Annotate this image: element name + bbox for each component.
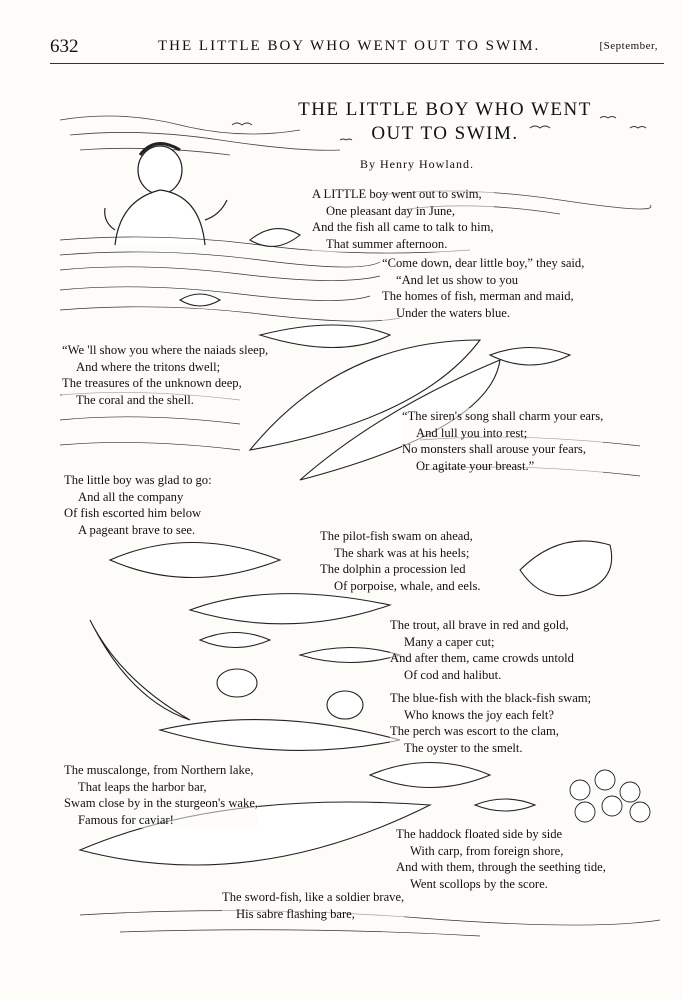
poem-line: And with them, through the seething tide, [396, 860, 606, 875]
stanza-3 [62, 342, 268, 408]
poem-line: The sword-fish, like a soldier brave, [222, 890, 405, 904]
poem-line: His sabre flashing bare, [222, 906, 404, 923]
poem-line: “We 'll show you where the naiads sleep, [62, 343, 269, 357]
poem-line: A LITTLE boy went out to swim, [312, 186, 494, 203]
poem-line: “Come down, dear little boy,” they said, [382, 256, 585, 270]
poem-line: “The siren's song shall charm your ears, [402, 409, 604, 423]
poem-line: And where the tritons dwell; [62, 359, 268, 376]
poem-line: And the fish all came to talk to him, [312, 220, 494, 235]
poem-line: Went scollops by the score. [396, 876, 606, 893]
poem-line: The blue-fish with the black-fish swam; [390, 691, 592, 705]
poem-line: The shark was at his heels; [320, 545, 481, 562]
poem-line: Of porpoise, whale, and eels. [320, 578, 481, 595]
poem-line: And lull you into rest; [402, 425, 603, 442]
issue-month: [September, [599, 40, 658, 52]
poem-line: Of cod and halibut. [390, 667, 574, 684]
poem-line: The dolphin a procession led [320, 561, 481, 578]
poem-line: One pleasant day in June, [312, 203, 494, 220]
scallop-shells [570, 770, 650, 822]
poem-line: The little boy was glad to go: [64, 473, 212, 487]
stanza-2 [382, 255, 584, 321]
title-line-2: OUT TO SWIM. [371, 123, 519, 144]
stanza-1 [312, 186, 494, 252]
poem-line: That summer afternoon. [312, 236, 494, 253]
poem-title [240, 98, 650, 146]
poem-line: The pilot-fish swam on ahead, [320, 528, 481, 545]
poem-line: Or agitate your breast.” [402, 458, 603, 475]
poem-line: Famous for caviar! [64, 812, 258, 829]
poem-line: The perch was escort to the clam, [390, 723, 591, 740]
stanza-5 [64, 472, 212, 538]
stanza-6 [320, 528, 481, 594]
poem-line: The muscalonge, from Northern lake, [64, 762, 258, 779]
title-line-1: THE LITTLE BOY WHO WENT [298, 99, 592, 120]
page-number: 632 [50, 36, 79, 57]
author-byline: By Henry Howland. [360, 157, 474, 171]
poem-line: “And let us show to you [382, 272, 584, 289]
stanza-8 [390, 690, 591, 756]
poem-line: And all the company [64, 489, 212, 506]
poem-line: A pageant brave to see. [64, 522, 212, 539]
poem-line: That leaps the harbor bar, [64, 779, 258, 796]
poem-line: The coral and the shell. [62, 392, 268, 409]
running-title: THE LITTLE BOY WHO WENT OUT TO SWIM. [158, 38, 541, 54]
poem-line: The homes of fish, merman and maid, [382, 288, 584, 305]
poem-line: And after them, came crowds untold [390, 651, 574, 666]
poem-line: Many a caper cut; [390, 634, 574, 651]
poem-line: The oyster to the smelt. [390, 740, 591, 757]
poem-line: The trout, all brave in red and gold, [390, 617, 574, 634]
poem-line: No monsters shall arouse your fears, [402, 441, 603, 458]
poem-line: Who knows the joy each felt? [390, 707, 591, 724]
stanza-4 [402, 408, 603, 474]
poem-line: Of fish escorted him below [64, 505, 212, 522]
stanza-10 [396, 826, 606, 892]
poem-line: Swam close by in the sturgeon's wake, [64, 796, 259, 811]
poem-line: The treasures of the unknown deep, [62, 375, 268, 392]
stanza-11 [222, 889, 404, 922]
stanza-9 [64, 762, 258, 828]
poem-line: With carp, from foreign shore, [396, 843, 606, 860]
boy-figure [105, 144, 227, 245]
stanza-7 [390, 617, 574, 683]
poem-line: Under the waters blue. [382, 305, 584, 322]
poem-line: The haddock floated side by side [396, 826, 606, 843]
